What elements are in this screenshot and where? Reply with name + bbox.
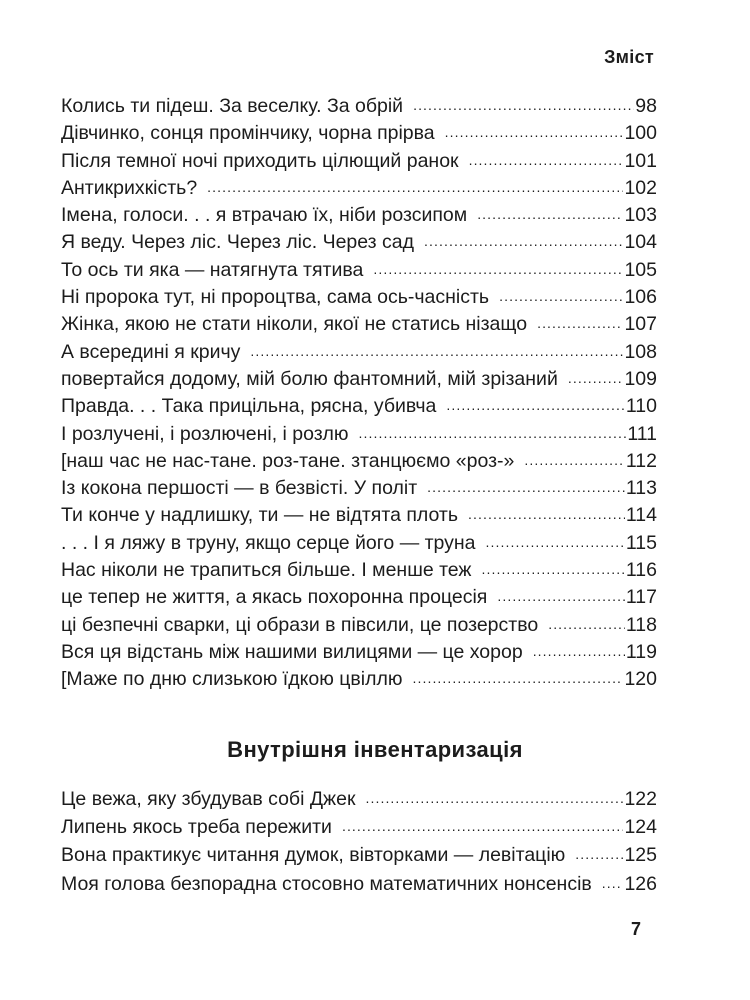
toc-entry-page-number: 106 [624, 286, 657, 309]
toc-entry-title: Дівчинко, сонця промінчику, чорна прірва [61, 122, 435, 145]
toc-entry [61, 584, 657, 611]
toc-dot-leader [533, 637, 625, 665]
toc-dot-leader [537, 309, 623, 337]
toc-dot-leader [412, 664, 623, 692]
toc-entry-page-number: 108 [624, 340, 657, 363]
toc-entry-page-number: 126 [624, 872, 657, 895]
toc-entry-page-number: 112 [625, 449, 657, 472]
toc-dot-leader [568, 364, 624, 392]
toc-entry-title: Ні пророка тут, ні пророцтва, сама ось-часність [61, 286, 490, 309]
toc-entry-title: це тепер не життя, а якась похоронна процесія [61, 586, 488, 609]
toc-entry-page-number: 124 [624, 816, 657, 839]
toc-entry [61, 120, 657, 147]
toc-dot-leader [365, 783, 623, 812]
toc-dot-leader [359, 419, 627, 447]
toc-entry-title: . . . І я ляжу в труну, якщо серце його — труна [61, 531, 476, 554]
toc-dot-leader [445, 118, 624, 146]
toc-entry-page-number: 122 [624, 788, 657, 810]
toc-entry-title: Правда. . . Така прицільна, рясна, убивча [61, 395, 437, 418]
toc-entry [61, 530, 657, 557]
toc-dot-leader [481, 555, 624, 583]
toc-entry [61, 311, 657, 338]
toc-dot-leader [524, 446, 625, 474]
toc-entry-title: Антикрихкість? [61, 176, 198, 199]
toc-entry-page-number: 110 [625, 395, 657, 418]
page-number: 7 [631, 919, 642, 939]
toc-entry [61, 202, 657, 229]
toc-entry-page-number: 105 [624, 258, 657, 281]
toc-entry [61, 366, 657, 393]
toc-entry-title: А всередині я кричу [61, 340, 241, 363]
toc-entry-title: Після темної ночі приходить цілющий ранок [61, 149, 459, 172]
toc-entry-page-number: 117 [625, 586, 657, 609]
toc-entry-page-number: 116 [625, 559, 657, 582]
toc-entry-page-number: 125 [624, 844, 657, 867]
toc-entry [61, 284, 657, 311]
toc-entry [61, 421, 657, 448]
toc-entry [61, 785, 657, 813]
toc-entry-page-number: 107 [624, 313, 657, 336]
toc-entry-page-number: 103 [624, 204, 657, 227]
toc-entry-title: Вся ця відстань між нашими вилицями — це хорор [61, 640, 523, 663]
toc-dot-leader [427, 473, 625, 501]
toc-entry-page-number: 100 [624, 122, 657, 145]
toc-entry [61, 148, 657, 175]
toc-dot-leader [250, 337, 623, 365]
toc-entry-page-number: 111 [627, 422, 657, 445]
toc-entry-title: Вона практикує читання думок, вівторками — левітацію [61, 844, 566, 867]
toc-entry [61, 557, 657, 584]
toc-entry-page-number: 104 [624, 231, 657, 254]
toc-entry [61, 339, 657, 366]
toc-entry [61, 175, 657, 202]
toc-entry [61, 870, 657, 898]
toc-dot-leader [413, 91, 634, 119]
toc-list-inventory [61, 785, 657, 898]
toc-entry [61, 393, 657, 420]
toc-entry-title: То ось ти яка — натягнута тятива [61, 258, 364, 281]
toc-entry [61, 502, 657, 529]
toc-entry-page-number: 101 [624, 149, 657, 172]
toc-entry [61, 841, 657, 869]
toc-entry-title: І розлучені, і розлючені, і розлю [61, 422, 349, 445]
toc-list-main [61, 93, 657, 694]
toc-dot-leader [548, 610, 625, 638]
toc-dot-leader [477, 200, 623, 228]
toc-entry-title: ці безпечні сварки, ці образи в півсили, це позерство [61, 613, 539, 636]
toc-dot-leader [207, 173, 623, 201]
toc-entry-page-number: 109 [624, 367, 657, 390]
toc-entry [61, 229, 657, 256]
toc-entry [61, 93, 657, 120]
toc-entry-page-number: 120 [624, 668, 657, 691]
toc-dot-leader [446, 391, 625, 419]
toc-dot-leader [499, 282, 623, 310]
toc-entry-title: Це вежа, яку збудував собі Джек [61, 788, 356, 810]
toc-entry-title: Ти конче у надлишку, ти — не відтята плоть [61, 504, 458, 527]
toc-entry [61, 813, 657, 841]
toc-entry [61, 448, 657, 475]
section-heading: Внутрішня інвентаризація [227, 737, 523, 762]
toc-entry-page-number: 118 [625, 613, 657, 636]
toc-dot-leader [373, 255, 623, 283]
toc-entry-page-number: 102 [624, 176, 657, 199]
toc-dot-leader [342, 811, 624, 840]
running-head: Зміст [604, 47, 654, 67]
toc-entry-title: Жінка, якою не стати ніколи, якої не статись нізащо [61, 313, 528, 336]
toc-dot-leader [469, 146, 624, 174]
toc-entry [61, 666, 657, 693]
toc-dot-leader [468, 500, 625, 528]
toc-entry-page-number: 115 [625, 531, 657, 554]
toc-entry-page-number: 113 [625, 477, 657, 500]
toc-entry-page-number: 114 [625, 504, 657, 527]
toc-entry [61, 639, 657, 666]
toc-dot-leader [424, 227, 623, 255]
toc-entry-title: [Маже по дню слизькою їдкою цвіллю [61, 668, 403, 691]
toc-dot-leader [486, 528, 625, 556]
toc-entry-title: Імена, голоси. . . я втрачаю їх, ніби розсипом [61, 204, 468, 227]
toc-entry-title: Колись ти підеш. За веселку. За обрій [61, 95, 404, 117]
toc-entry-title: повертайся додому, мій болю фантомний, мій зрізаний [61, 367, 558, 390]
toc-entry [61, 475, 657, 502]
toc-entry-title: Моя голова безпорадна стосовно математичних нонсенсів [61, 872, 592, 895]
toc-entry-page-number: 119 [625, 640, 657, 663]
toc-entry-title: Липень якось треба пережити [61, 816, 332, 839]
toc-entry-page-number: 98 [635, 95, 657, 117]
toc-entry-title: Із кокона першості — в безвісті. У політ [61, 477, 418, 500]
toc-entry-title: Я веду. Через ліс. Через ліс. Через сад [61, 231, 415, 254]
toc-entry [61, 612, 657, 639]
toc-dot-leader [497, 582, 625, 610]
toc-entry-title: [наш час не нас-тане. роз-тане. зтанцюємо «роз-» [61, 449, 515, 472]
toc-entry-title: Нас ніколи не трапиться більше. І менше теж [61, 559, 472, 582]
toc-dot-leader [575, 839, 623, 868]
toc-dot-leader [602, 868, 624, 897]
toc-entry [61, 257, 657, 284]
